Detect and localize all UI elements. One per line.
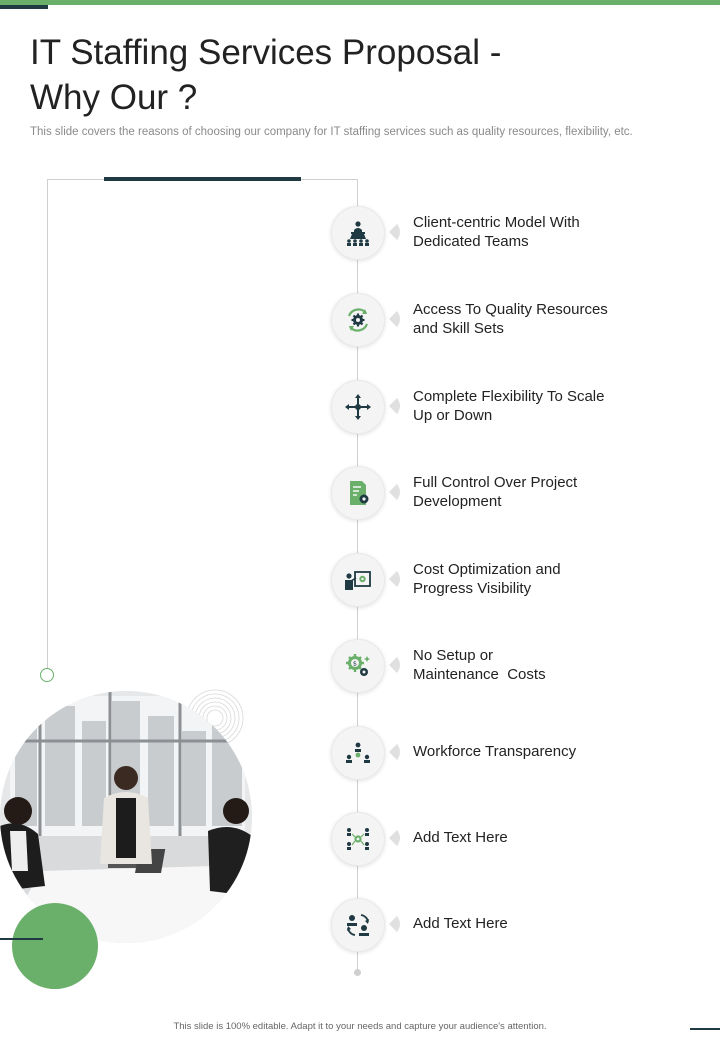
title-line-1: IT Staffing Services Proposal -	[30, 33, 502, 72]
top-dark-accent	[0, 5, 48, 9]
icon-badge	[331, 380, 385, 434]
pointer-arrow-icon	[388, 915, 404, 933]
item-label-line-2: Development	[413, 493, 502, 510]
pointer-arrow-icon	[388, 743, 404, 761]
icon-badge	[331, 898, 385, 952]
item-label	[413, 560, 693, 598]
icon-badge	[331, 812, 385, 866]
item-label-line-2: Maintenance Costs	[413, 666, 546, 683]
gear-cycle-icon	[344, 306, 372, 334]
presentation-icon	[344, 566, 372, 594]
pointer-arrow-icon	[388, 223, 404, 241]
pointer-arrow-icon	[388, 829, 404, 847]
item-label-line-1: Add Text Here	[413, 915, 508, 932]
icon-badge	[331, 466, 385, 520]
footer-note: This slide is 100% editable. Adapt it to your needs and capture your audience's attention.	[173, 1021, 547, 1032]
timeline-item-add-text-1	[331, 812, 691, 868]
frame-end-circle	[40, 668, 54, 682]
icon-badge	[331, 206, 385, 260]
svg-text:$: $	[352, 659, 358, 668]
item-label-line-1: Workforce Transparency	[413, 743, 577, 760]
page-subtitle: This slide covers the reasons of choosing our company for IT staffing services such as quality resources, flexibility, etc.	[30, 126, 633, 138]
team-meeting-icon	[344, 219, 372, 247]
item-label-line-1: Complete Flexibility To Scale	[413, 388, 605, 405]
network-people-icon	[344, 825, 372, 853]
frame-left-line	[47, 179, 48, 669]
item-label-line-1: Full Control Over Project	[413, 474, 578, 491]
pointer-arrow-icon	[388, 397, 404, 415]
timeline-item-quality-resources	[331, 293, 691, 349]
item-label-line-1: Client-centric Model With	[413, 214, 580, 231]
item-label	[413, 300, 693, 338]
frame-accent-bar	[104, 177, 301, 181]
title-line-2: Why Our ?	[30, 78, 198, 117]
pointer-arrow-icon	[388, 570, 404, 588]
pointer-arrow-icon	[388, 656, 404, 674]
item-label	[413, 473, 693, 511]
timeline-item-flexibility	[331, 380, 691, 436]
item-label-line-1: No Setup or	[413, 647, 494, 664]
page-title	[30, 30, 670, 120]
item-label	[413, 213, 693, 251]
top-accent-bar	[0, 0, 720, 5]
item-label	[413, 646, 693, 684]
icon-badge	[331, 553, 385, 607]
item-label-line-2: Up or Down	[413, 407, 493, 424]
timeline-item-client-centric	[331, 206, 691, 262]
item-label-line-1: Add Text Here	[413, 829, 508, 846]
people-sync-icon	[344, 911, 372, 939]
item-label-line-2: Dedicated Teams	[413, 233, 529, 250]
pointer-arrow-icon	[388, 483, 404, 501]
timeline-item-no-setup	[331, 639, 691, 695]
item-label-line-1: Cost Optimization and	[413, 561, 561, 578]
footer-dark-dash	[690, 1028, 720, 1030]
timeline-end-dot	[354, 969, 361, 976]
item-label	[413, 914, 693, 933]
arrows-expand-icon	[344, 393, 372, 421]
item-label-line-1: Access To Quality Resources	[413, 301, 608, 318]
green-accent-shape	[12, 891, 98, 989]
left-dark-dash	[0, 938, 43, 940]
item-label-line-2: and Skill Sets	[413, 320, 504, 337]
icon-badge	[331, 293, 385, 347]
icon-badge	[331, 639, 385, 693]
item-label	[413, 828, 693, 847]
item-label	[413, 742, 693, 761]
item-label-line-2: Progress Visibility	[413, 580, 532, 597]
document-gear-icon	[344, 479, 372, 507]
pointer-arrow-icon	[388, 310, 404, 328]
item-label	[413, 387, 693, 425]
timeline-item-cost-optimization	[331, 553, 691, 609]
timeline-item-add-text-2	[331, 898, 691, 954]
timeline-item-workforce-transparency	[331, 726, 691, 782]
hierarchy-icon	[344, 739, 372, 767]
timeline-item-full-control	[331, 466, 691, 522]
money-gears-icon	[344, 652, 372, 680]
icon-badge	[331, 726, 385, 780]
